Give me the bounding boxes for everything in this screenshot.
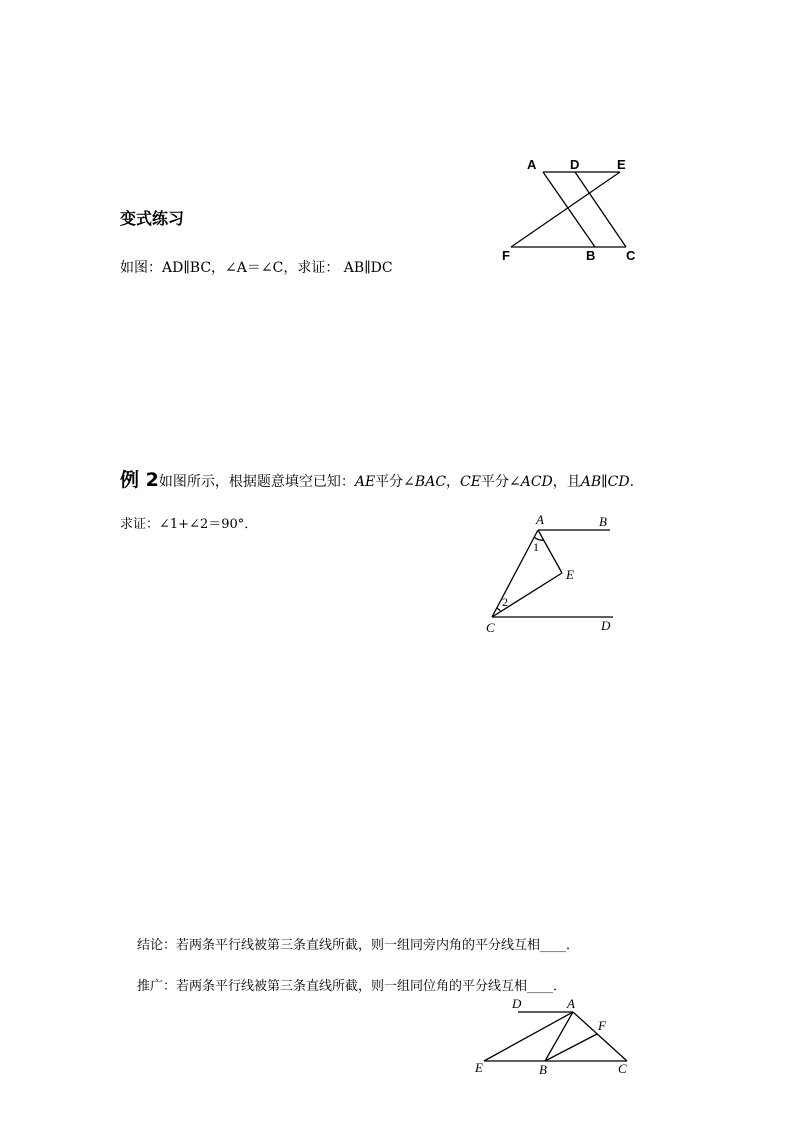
prove-statement: 求证：∠1+∠2＝90°． (120, 517, 258, 532)
fig2-label-1: 1 (533, 540, 539, 554)
fig2-label-E: E (566, 567, 574, 582)
conclusion-statement: 结论：若两条平行线被第三条直线所截，则一组同旁内角的平分线互相____． (137, 938, 580, 953)
angle-acd: ACD (520, 474, 553, 490)
parallel-symbol: ∥ (601, 474, 608, 490)
section-title: 变式练习 (120, 209, 185, 228)
fig3-label-E: E (475, 1060, 483, 1075)
fig2-label-2: 2 (502, 595, 508, 609)
seg-ab: AB (580, 474, 602, 490)
fig2-label-A: A (536, 512, 544, 527)
fig1-label-C: C (626, 248, 636, 263)
bisects1: 平分∠ (375, 474, 415, 490)
fig1-label-B: B (586, 248, 596, 263)
seg-ce: CE (460, 474, 481, 490)
example2-label: 例 2 (120, 469, 159, 491)
fig1-label-E: E (617, 157, 626, 172)
fig2-label-B: B (599, 514, 607, 529)
fig1-label-F: F (502, 248, 510, 263)
problem-statement: 如图：AD∥BC，∠A＝∠C，求证： AB∥DC (120, 260, 393, 276)
fig3-label-A: A (567, 996, 575, 1011)
fig3-label-C: C (618, 1061, 627, 1076)
bisects2: 平分∠ (480, 474, 521, 490)
seg-cd: CD (607, 474, 630, 490)
fig1-label-D: D (570, 157, 580, 172)
angle-bac: BAC (414, 474, 447, 490)
fig3-label-D: D (512, 996, 522, 1011)
fig3-label-F: F (598, 1018, 606, 1033)
generalization-statement: 推广：若两条平行线被第三条直线所截，则一组同位角的平分线互相____． (137, 979, 567, 994)
fig1-label-A: A (527, 157, 537, 172)
fig2-label-D: D (601, 618, 611, 633)
example2-prefix: 如图所示，根据题意填空已知： (158, 474, 355, 490)
seg-ae: AE (354, 474, 376, 490)
fig3-label-B: B (539, 1062, 547, 1077)
end-dot: . (629, 474, 635, 490)
sep2: ，且 (552, 474, 581, 490)
fig2-label-C: C (486, 620, 495, 635)
sep1: ， (446, 474, 461, 490)
